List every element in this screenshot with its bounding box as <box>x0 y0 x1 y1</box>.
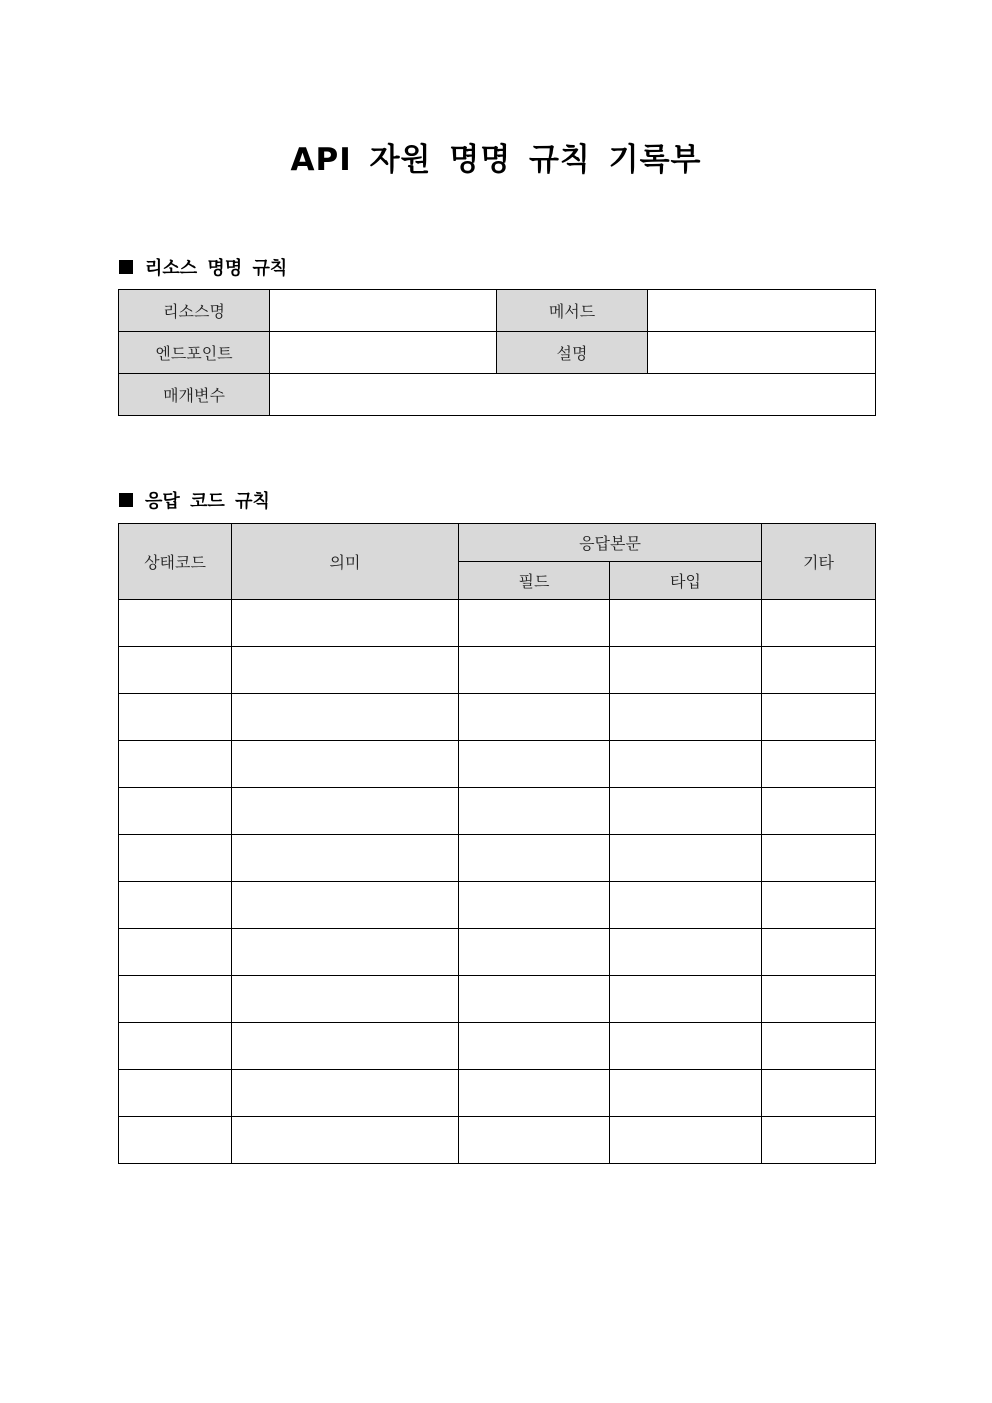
table-row <box>119 600 876 647</box>
status-code-cell[interactable] <box>119 647 232 694</box>
meaning-cell[interactable] <box>232 1070 459 1117</box>
field-header: 필드 <box>459 562 610 600</box>
description-label: 설명 <box>497 332 648 374</box>
other-cell[interactable] <box>762 647 876 694</box>
status-code-cell[interactable] <box>119 976 232 1023</box>
type-cell[interactable] <box>610 835 762 882</box>
field-cell[interactable] <box>459 600 610 647</box>
square-bullet-icon <box>119 493 133 507</box>
resource-naming-table <box>118 289 876 416</box>
other-cell[interactable] <box>762 741 876 788</box>
square-bullet-icon <box>119 260 133 274</box>
meaning-cell[interactable] <box>232 694 459 741</box>
type-header: 타입 <box>610 562 762 600</box>
resource-name-field[interactable] <box>270 290 497 332</box>
meaning-cell[interactable] <box>232 882 459 929</box>
meaning-cell[interactable] <box>232 788 459 835</box>
table-row <box>119 929 876 976</box>
type-cell[interactable] <box>610 600 762 647</box>
type-cell[interactable] <box>610 929 762 976</box>
table-row <box>119 647 876 694</box>
other-cell[interactable] <box>762 1023 876 1070</box>
status-code-cell[interactable] <box>119 882 232 929</box>
type-cell[interactable] <box>610 788 762 835</box>
table-row <box>119 976 876 1023</box>
other-cell[interactable] <box>762 835 876 882</box>
table-row <box>119 882 876 929</box>
meaning-cell[interactable] <box>232 741 459 788</box>
other-header: 기타 <box>762 524 876 600</box>
other-cell[interactable] <box>762 788 876 835</box>
meaning-cell[interactable] <box>232 1117 459 1164</box>
table-row <box>119 1070 876 1117</box>
field-cell[interactable] <box>459 929 610 976</box>
other-cell[interactable] <box>762 976 876 1023</box>
field-cell[interactable] <box>459 1070 610 1117</box>
status-code-cell[interactable] <box>119 1023 232 1070</box>
status-code-cell[interactable] <box>119 929 232 976</box>
status-code-cell[interactable] <box>119 1070 232 1117</box>
other-cell[interactable] <box>762 1070 876 1117</box>
table-row <box>119 788 876 835</box>
status-code-cell[interactable] <box>119 788 232 835</box>
status-code-cell[interactable] <box>119 1117 232 1164</box>
parameters-label: 매개변수 <box>119 374 270 416</box>
field-cell[interactable] <box>459 976 610 1023</box>
meaning-cell[interactable] <box>232 835 459 882</box>
response-table-body <box>119 600 876 1164</box>
status-code-cell[interactable] <box>119 600 232 647</box>
response-code-table <box>118 523 876 1164</box>
endpoint-field[interactable] <box>270 332 497 374</box>
type-cell[interactable] <box>610 694 762 741</box>
table-row <box>119 1023 876 1070</box>
type-cell[interactable] <box>610 1023 762 1070</box>
other-cell[interactable] <box>762 882 876 929</box>
meaning-cell[interactable] <box>232 647 459 694</box>
table-row <box>119 694 876 741</box>
meaning-cell[interactable] <box>232 600 459 647</box>
response-body-header: 응답본문 <box>459 524 762 562</box>
resource-section-heading-text: 리소스 명명 규칙 <box>145 258 288 279</box>
field-cell[interactable] <box>459 835 610 882</box>
type-cell[interactable] <box>610 1070 762 1117</box>
table-row <box>119 835 876 882</box>
resource-section-heading <box>119 254 287 280</box>
endpoint-label: 엔드포인트 <box>119 332 270 374</box>
other-cell[interactable] <box>762 694 876 741</box>
response-section-heading <box>119 487 270 513</box>
field-cell[interactable] <box>459 882 610 929</box>
field-cell[interactable] <box>459 1117 610 1164</box>
description-field[interactable] <box>648 332 876 374</box>
meaning-cell[interactable] <box>232 929 459 976</box>
field-cell[interactable] <box>459 788 610 835</box>
table-row <box>119 741 876 788</box>
table-row <box>119 1117 876 1164</box>
status-code-cell[interactable] <box>119 741 232 788</box>
field-cell[interactable] <box>459 741 610 788</box>
other-cell[interactable] <box>762 929 876 976</box>
type-cell[interactable] <box>610 1117 762 1164</box>
status-code-cell[interactable] <box>119 835 232 882</box>
meaning-cell[interactable] <box>232 1023 459 1070</box>
field-cell[interactable] <box>459 647 610 694</box>
field-cell[interactable] <box>459 694 610 741</box>
other-cell[interactable] <box>762 600 876 647</box>
resource-name-label: 리소스명 <box>119 290 270 332</box>
meaning-header: 의미 <box>232 524 459 600</box>
other-cell[interactable] <box>762 1117 876 1164</box>
method-label: 메서드 <box>497 290 648 332</box>
status-code-cell[interactable] <box>119 694 232 741</box>
document-title: API 자원 명명 규칙 기록부 <box>290 142 702 178</box>
type-cell[interactable] <box>610 882 762 929</box>
type-cell[interactable] <box>610 741 762 788</box>
meaning-cell[interactable] <box>232 976 459 1023</box>
method-field[interactable] <box>648 290 876 332</box>
parameters-field[interactable] <box>270 374 876 416</box>
type-cell[interactable] <box>610 647 762 694</box>
status-code-header: 상태코드 <box>119 524 232 600</box>
field-cell[interactable] <box>459 1023 610 1070</box>
type-cell[interactable] <box>610 976 762 1023</box>
response-section-heading-text: 응답 코드 규칙 <box>145 491 270 512</box>
